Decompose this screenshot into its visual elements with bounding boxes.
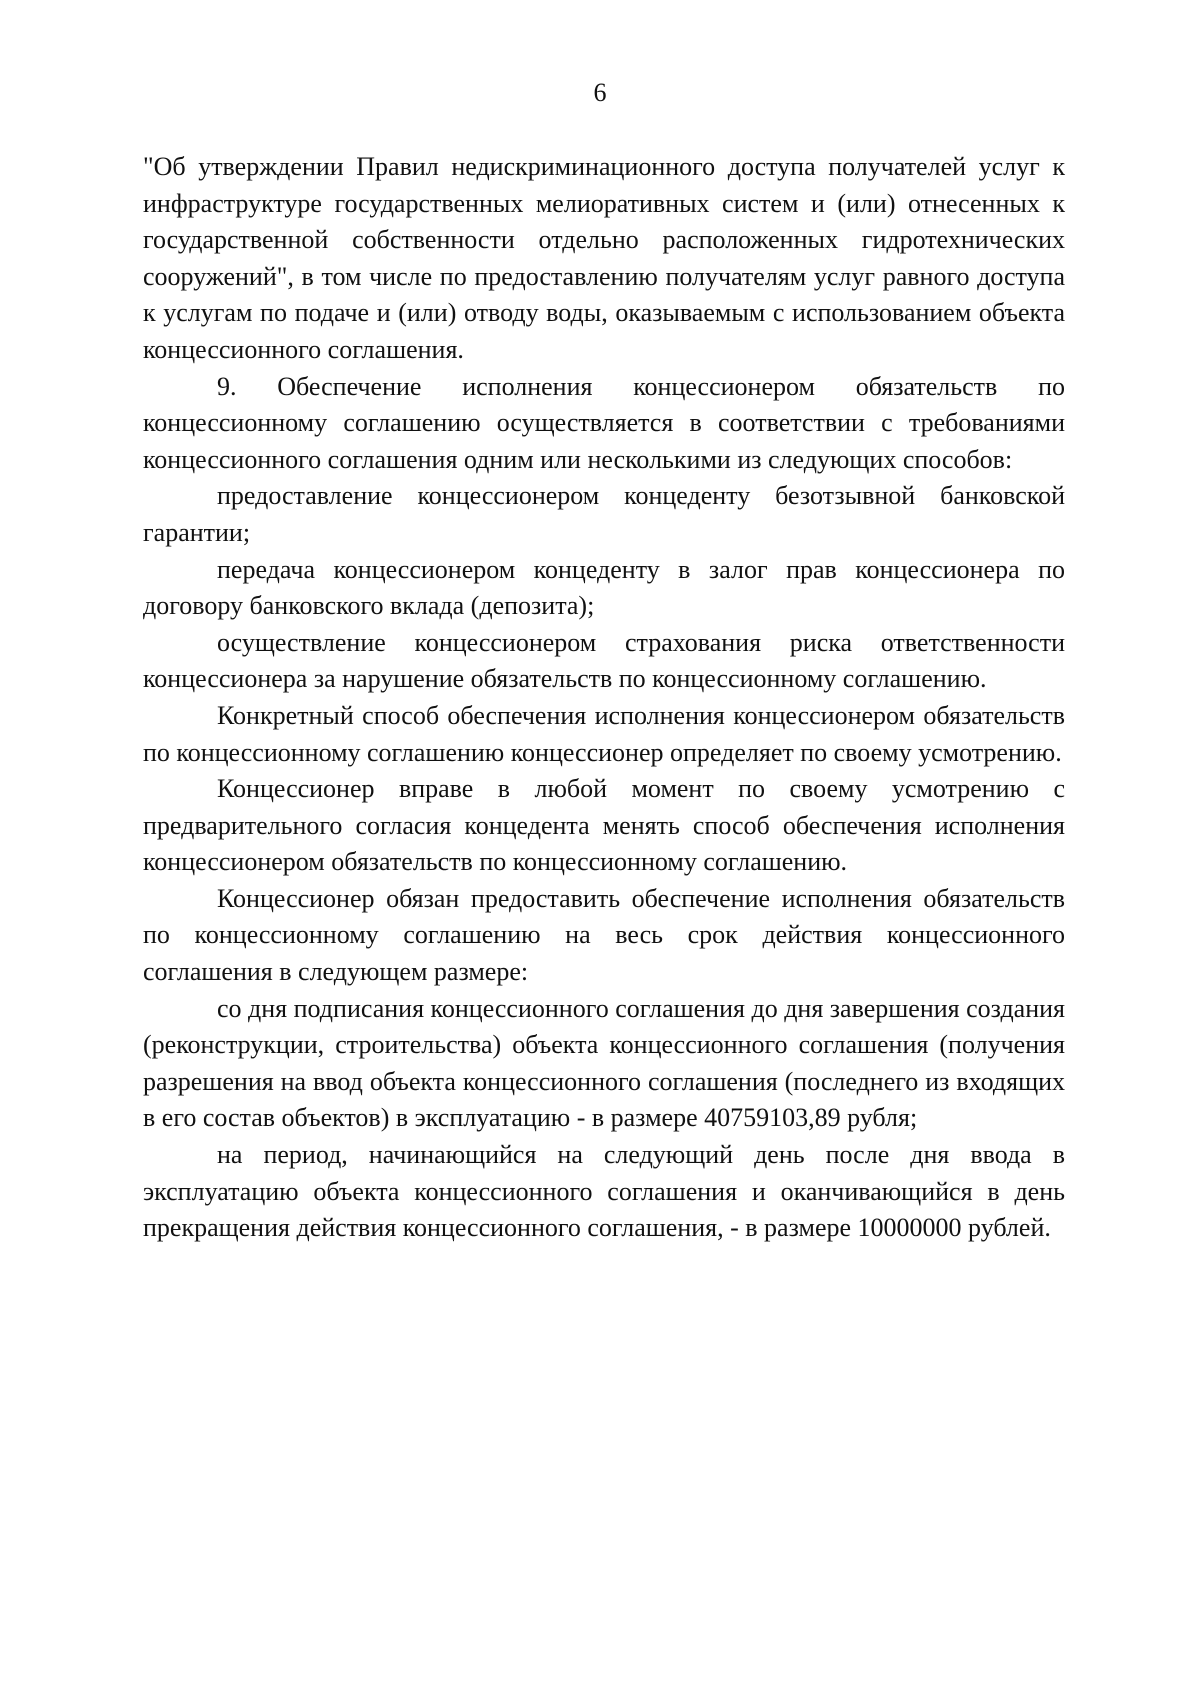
paragraph-continuation: "Об утверждении Правил недискриминационного доступа получателей услуг к инфраструктуре государственных мелиоративных систем и (или) отнесенных к государственной собственности отдельно расположенных гидротехнических сооружений", в том числе по предоставлению получателям услуг равного доступа к услугам по подаче и (или) отводу воды, оказываемым с использованием объекта концессионного соглашения. [143, 152, 1065, 364]
paragraph-bank-guarantee: предоставление концессионером концеденту безотзывной банковской гарантии; [143, 481, 1065, 547]
paragraph-security-obligation: Концессионер обязан предоставить обеспечение исполнения обязательств по концессионному соглашению на весь срок действия концессионного соглашения в следующем размере: [143, 883, 1065, 987]
page-number: 6 [593, 78, 607, 107]
document-body [143, 149, 1065, 1247]
paragraph-insurance: осуществление концессионером страхования риска ответственности концессионера за нарушение обязательств по концессионному соглашению. [143, 627, 1065, 694]
paragraph-deposit-pledge: передача концессионером концеденту в залог прав концессионера по договору банковского вклада (депозита); [143, 554, 1065, 621]
paragraph-amount-construction: со дня подписания концессионного соглашения до дня завершения создания (реконструкции, строительства) объекта концессионного соглашения (получения разрешения на ввод объекта концессионного соглашения (последнего из входящих в его состав объектов) в эксплуатацию - в размере 40759103,89 рубля; [143, 993, 1066, 1133]
paragraph-clause-9: 9. Обеспечение исполнения концессионером обязательств по концессионному соглашению осуществляется в соответствии с требованиями концессионного соглашения одним или несколькими из следующих способов: [143, 371, 1065, 474]
paragraph-method-change: Концессионер вправе в любой момент по своему усмотрению с предварительного согласия концедента менять способ обеспечения исполнения концессионером обязательств по концессионному соглашению. [143, 774, 1065, 877]
paragraph-method-choice: Конкретный способ обеспечения исполнения концессионером обязательств по концессионному соглашению концессионер определяет по своему усмотрению. [143, 700, 1065, 767]
paragraph-amount-operation: на период, начинающийся на следующий день после дня ввода в эксплуатацию объекта концессионного соглашения и оканчивающийся в день прекращения действия концессионного соглашения, - в размере 10000000 рублей. [143, 1140, 1065, 1243]
